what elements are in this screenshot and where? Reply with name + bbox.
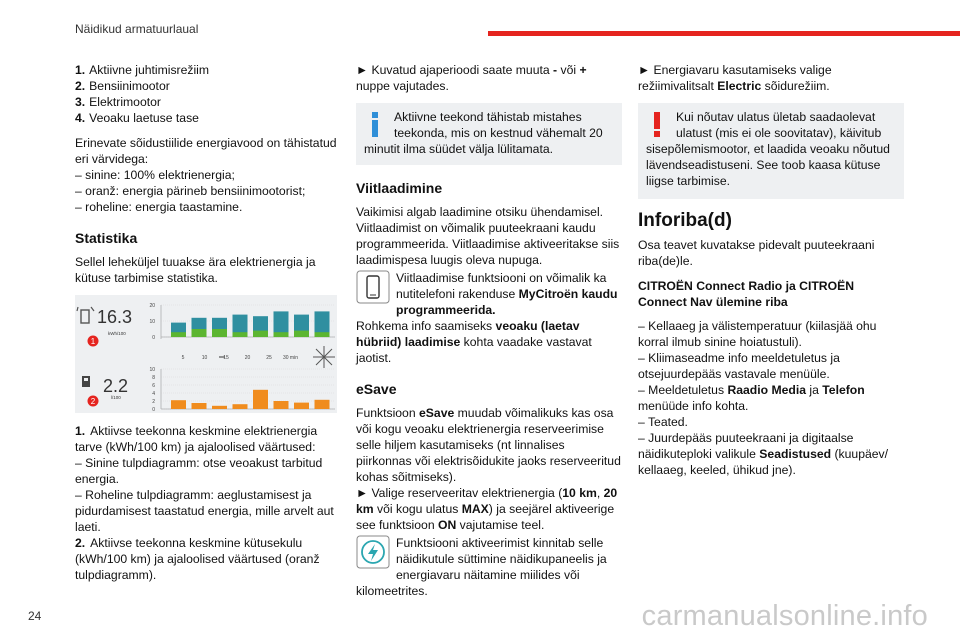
chart-1-y-tick: 20 [149, 303, 155, 309]
electric-mode-instruction: ► Energiavaru kasutamiseks valige režiimivalitsalt Electric sõidurežiim. [638, 63, 832, 93]
column-2 [356, 62, 622, 608]
fuel-pump-icon [82, 376, 90, 387]
section-heading-esave: eSave [356, 381, 397, 397]
chart-1-x-tick: 30 min [282, 355, 299, 361]
zoom-plus-icon[interactable] [313, 346, 335, 368]
statistics-text: Sellel leheküljel tuuakse ära elektrienergia ja kütuse tarbimise statistika. [75, 255, 316, 285]
caption-1-blue: – Sinine tulpdiagramm: otse veoakust tarbitud energia. [75, 456, 323, 486]
statistics-chart-image [75, 295, 337, 413]
statistics-chart [75, 295, 337, 413]
colors-intro: Erinevate sõidustiilide energiavood on tähistatud eri värvidega: [75, 136, 337, 166]
list-item: 3. Elektrimootor [75, 95, 161, 109]
chart-1-green-bar [192, 329, 207, 337]
inforiba-text: Osa teavet kuvatakse pidevalt puuteekraani riba(de)le. [638, 238, 875, 268]
section-heading-inforiba: Inforiba(d) [638, 210, 732, 231]
mode-orange: – oranž: energia pärineb bensiinimootorist; [75, 184, 306, 198]
esave-text: Funktsioon eSave muudab võimalikuks kas osa või kogu veoaku elektrienergia reserveerimise selle hiljem kasutamiseks (nt linnalises piirkonnas või elektrisõidukite jaoks reserveeritud kohas sõitmiseks). [356, 406, 621, 484]
chart-1-x-tick: 20 [244, 355, 251, 361]
viitlaadimine-text: Vaikimisi algab laadimine otsiku ühendamisel. Viitlaadimist on võimalik puuteekraani kaudu programmeerida. Viitlaadimise aktiveeritakse siis laadimispesa luugis oleva nupuga. [356, 205, 620, 267]
caption-2: 2. Aktiivse teekonna keskmine kütusekulu (kWh/100 km) ja ajaloolised väärtused (oranž tulpdiagramm). [75, 536, 320, 582]
page-number: 24 [28, 609, 42, 623]
chart-2-orange-bar [253, 390, 268, 409]
list-item: 2. Bensiinimootor [75, 79, 170, 93]
chart-1-badge-label: 1 [90, 337, 96, 346]
chart-2-unit: l/100 [111, 395, 121, 400]
phone-note: Viitlaadimise funktsiooni on võimalik ka nutitelefoni rakenduse MyCitroën kaudu programmeerida. [356, 270, 622, 318]
chart-2-orange-bar [171, 400, 186, 409]
column-3 [638, 62, 904, 478]
list-item: – Juurdepääs puuteekraani ja digitaalse näidikuteploki valikule Seadistused (kuupäev/ kellaaeg, keeled, ühikud jne). [638, 431, 889, 477]
chart-1-x-tick: 25 [266, 355, 272, 361]
info-icon [364, 109, 386, 139]
chart-1-green-bar [171, 332, 186, 337]
esave-bolt-icon [356, 535, 390, 569]
chart-1-green-bar [233, 332, 248, 337]
chart-2-orange-bar [294, 403, 309, 409]
section-heading-viitlaadimine: Viitlaadimine [356, 180, 443, 196]
esave-select-instruction: ► Valige reserveeritav elektrienergia (10 km, 20 km või kogu ulatus MAX) ja seejärel aktiveerige see funktsioon ON vajutamise teel. [356, 486, 618, 532]
list-item: – Meeldetuletus Raadio Media ja Telefon menüüde info kohta. [638, 383, 865, 413]
watermark: carmanualsonline.info [641, 600, 928, 632]
chart-1-green-bar [253, 331, 268, 337]
mode-green: – roheline: energia taastamine. [75, 200, 243, 214]
chart-2-y-tick: 8 [152, 375, 155, 381]
list-item: – Teated. [638, 415, 688, 429]
section-heading-statistika: Statistika [75, 230, 138, 246]
smartphone-icon [356, 270, 390, 304]
esave-indicator-note: Funktsiooni aktiveerimist kinnitab selle näidikutule süttimine näidikupaneelis ja energiavaru näitamine miilides või kilomeetrites. [356, 536, 607, 598]
chart-2-orange-bar [192, 403, 207, 409]
chart-2-y-tick: 10 [149, 367, 155, 373]
chart-2-y-tick: 0 [152, 407, 155, 413]
chart-2-badge-label: 2 [90, 397, 96, 406]
chart-2-value: 2.2 [103, 376, 129, 396]
warning-note: Kui nõutav ulatus ületab saadaolevat ulatust (mis ei ole soovitatav), käivitub sisepõlemismootor, et laadida veoaku nõutud lävendseadistuseni. See toob kaasa kütuse liigse tarbimise. [638, 103, 904, 199]
chart-1-green-bar [274, 332, 289, 337]
more-info-text: Rohkema info saamiseks veoaku (laetav hübriid) laadimise kohta vaadake vastavat jaotist. [356, 319, 592, 365]
chart-2-y-tick: 2 [152, 399, 155, 405]
chart-1-unit: kWh/100 [108, 331, 126, 336]
list-item: – Kellaaeg ja välistemperatuur (kiilasjää ohu korral ilmub sinine hoiatustuli). [638, 319, 877, 349]
chart-1-x-tick: 10 [201, 355, 208, 361]
energy-icon [77, 307, 94, 323]
running-header: Näidikud armatuurlaual [75, 22, 199, 36]
list-item: 1. Aktiivne juhtimisrežiim [75, 63, 210, 77]
period-instruction: ► Kuvatud ajaperioodi saate muuta - või + nuppe vajutades. [356, 63, 587, 93]
caption-1: 1. Aktiivse teekonna keskmine elektrienergia tarve (kWh/100 km) ja ajaloolised väärtused: [75, 424, 318, 454]
list-item: 4. Veoaku laetuse tase [75, 111, 199, 125]
warning-icon [646, 109, 668, 139]
mode-blue: – sinine: 100% elektrienergia; [75, 168, 235, 182]
chart-2-orange-bar [274, 401, 289, 409]
chart-2-y-tick: 6 [152, 383, 155, 389]
chart-1-green-bar [212, 329, 227, 337]
header-accent-bar [488, 31, 960, 36]
numbered-list [75, 62, 337, 126]
column-1 [75, 62, 337, 592]
chart-2-orange-bar [315, 400, 330, 409]
chart-2-orange-bar [212, 406, 227, 409]
chart-1-green-bar [315, 332, 330, 337]
subheading-connect: CITROËN Connect Radio ja CITROËN Connect Nav ülemine riba [638, 279, 855, 309]
chart-2-y-tick: 4 [152, 391, 155, 397]
caption-1-green: – Roheline tulpdiagramm: aeglustamisest ja pidurdamisest taastatud energia, mille arvelt aut laeti. [75, 488, 334, 534]
info-note: Aktiivne teekond tähistab mistahes teekonda, mis on kestnud vähemalt 20 minutit ilma süüdet välja lülitamata. [356, 103, 622, 165]
chart-1-green-bar [294, 331, 309, 337]
chart-2-orange-bar [233, 404, 248, 409]
chart-1-value: 16.3 [97, 307, 133, 327]
chart-1-y-tick: 10 [149, 319, 155, 325]
chart-1-y-tick: 0 [152, 335, 155, 341]
chart-1-x-tick: 5 [181, 355, 185, 361]
list-item: – Kliimaseadme info meeldetuletus ja otsejuurdepääs vastavale menüüle. [638, 351, 840, 381]
chart-1-x-tick: 15 [223, 355, 229, 361]
